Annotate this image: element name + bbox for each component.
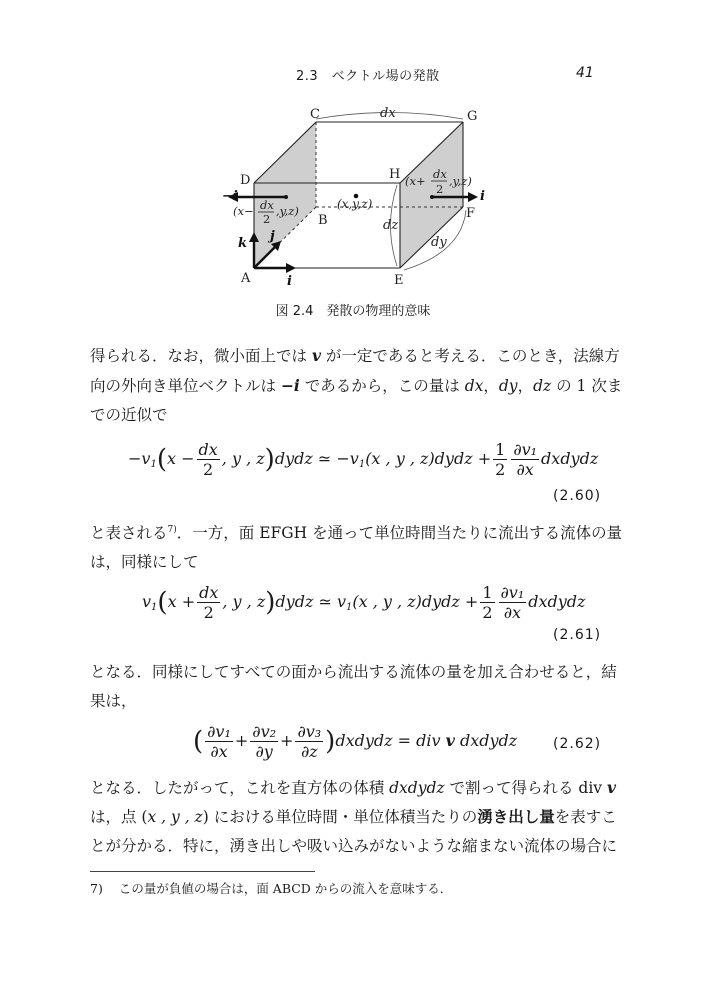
equation-number: (2.60) [553, 488, 602, 504]
footnote-text: この量が負値の場合は，面 ABCD からの流入を意味する． [118, 881, 453, 896]
fraction [499, 583, 527, 622]
text: 得られる．なお，微小面上では [90, 347, 312, 365]
left-point-den: 2 [263, 212, 271, 226]
eq-term: dydz ≃ −v [274, 449, 359, 468]
paren: ) [265, 587, 276, 618]
paren: ( [193, 726, 204, 757]
fraction [511, 440, 539, 479]
figure-caption: 図 2.4 発散の物理的意味 [275, 304, 431, 319]
eq-term: v [142, 592, 152, 611]
eq261-body [142, 583, 585, 622]
p1-line2 [90, 371, 630, 401]
paren: ( [157, 587, 168, 618]
numerator: 1 [482, 583, 493, 602]
eq-term: , y , z [222, 592, 266, 611]
denominator: 2 [203, 460, 214, 479]
p1-line3: での近似で [90, 406, 168, 424]
subscript: 1 [358, 459, 366, 470]
text: ．一方，面 EFGH を通って単位時間当たりに流出する流体の量 [176, 524, 623, 542]
denominator: ∂x [516, 460, 534, 479]
numerator: 1 [495, 440, 506, 459]
vertex-g: G [467, 109, 478, 124]
numerator: dx [199, 583, 219, 602]
vertex-h: H [389, 167, 401, 182]
p2-line1 [90, 516, 630, 548]
label-center-point: (x,y,z) [337, 197, 373, 211]
footnote [90, 879, 452, 897]
left-point-pre: (x− [233, 204, 254, 218]
p4-line3: とが分かる．特に，湧き出しや吸い込みがないような縮まない流体の場合に [90, 837, 618, 855]
right-point-post: ,y,z) [449, 174, 472, 188]
subscript: 1 [150, 459, 157, 470]
numerator: ∂v₃ [297, 722, 322, 741]
label-k: k [238, 236, 248, 251]
text: であるから，この量は [299, 377, 465, 395]
eq-term: dxdydz [528, 592, 586, 611]
section-title: 2.3 ベクトル場の発散 [296, 69, 440, 84]
eq-term: dydz ≃ v [275, 592, 346, 611]
label-i-axis: i [287, 274, 292, 289]
text: を表すこ [554, 808, 617, 826]
eq262-body [193, 722, 517, 761]
numerator: dx [198, 440, 218, 459]
eq-term: dxdydz [454, 731, 518, 750]
label-dz: dz [383, 218, 399, 233]
paren: ) [264, 444, 275, 475]
footnote-mark: 7) [90, 881, 103, 896]
text: と表される [90, 524, 168, 542]
right-point-pre: (x+ [405, 174, 426, 188]
denominator: ∂x [503, 603, 522, 622]
numerator: ∂v₁ [500, 583, 525, 602]
eq-term: (x , y , z)dydz + [352, 592, 479, 611]
arrowhead-i-axis [286, 263, 296, 273]
label-minus-i: −i [222, 189, 238, 204]
denominator: ∂x [210, 742, 228, 761]
vertex-f: F [466, 206, 476, 221]
p3-line2: 果は， [90, 692, 137, 710]
vertex-e: E [394, 273, 404, 288]
fraction [205, 722, 233, 761]
footnote-rule [90, 871, 315, 872]
vertex-c: C [310, 107, 320, 122]
paragraph-3 [90, 658, 630, 716]
numerator: ∂v₁ [513, 440, 538, 459]
eq-term: x + [167, 592, 196, 611]
equation-number: (2.61) [553, 627, 602, 643]
eq-term: −v [128, 449, 151, 468]
vector-v: v [445, 731, 455, 750]
vertex-a: A [241, 271, 251, 286]
vector-v: v [606, 778, 616, 797]
p2-line2: は，同様にして [90, 553, 199, 571]
text: となる．したがって，これを直方体の体積 [90, 779, 390, 797]
label-dy: dy [431, 235, 447, 250]
label-i-right: i [480, 189, 485, 204]
face-abcd [254, 122, 316, 268]
denominator: 2 [482, 603, 493, 622]
label-j: j [270, 229, 275, 244]
cube-figure [0, 0, 706, 300]
math: dy [498, 377, 518, 395]
math: x , y , z [147, 808, 203, 826]
denominator: ∂y [255, 742, 273, 761]
vector-minus-i: −i [280, 376, 300, 395]
fraction [295, 722, 323, 761]
text: の 1 次ま [551, 377, 623, 395]
plus: + [280, 731, 294, 750]
fraction [480, 583, 494, 622]
eq-term: , y , z [221, 449, 265, 468]
paragraph-2 [90, 516, 630, 577]
left-point-post: ,y,z) [276, 204, 299, 218]
vertex-d: D [240, 173, 251, 188]
p4-line1 [90, 773, 630, 803]
p1-line1 [90, 341, 630, 371]
plus: + [234, 731, 249, 750]
eq-term: dxdydz [541, 449, 599, 468]
text: ， [517, 377, 534, 395]
math: dxdydz [389, 779, 445, 797]
text: で割って得られる div [444, 779, 607, 797]
math: dz [533, 377, 552, 395]
eq-term: dxdydz = div [335, 731, 446, 750]
left-point-num: dx [260, 198, 274, 212]
subscript: 1 [151, 602, 158, 613]
emphasized-term: 湧き出し量 [477, 808, 555, 826]
fraction [493, 440, 507, 479]
fraction [197, 583, 220, 622]
vertex-b: B [318, 213, 328, 228]
denominator: 2 [203, 603, 214, 622]
denominator: 2 [495, 460, 506, 479]
text: 向の外向き単位ベクトルは [90, 377, 281, 395]
eq-term: (x , y , z)dydz + [365, 449, 492, 468]
fraction [250, 722, 278, 761]
numerator: ∂v₁ [207, 722, 231, 741]
arrowhead-i-right [468, 192, 478, 202]
label-dx: dx [380, 106, 396, 121]
text: が一定であると考える．このとき，法線方 [320, 347, 620, 365]
text: ) における単位時間・単位体積当たりの [202, 808, 478, 826]
numerator: ∂v₂ [252, 722, 277, 741]
text: ， [483, 377, 499, 395]
math: dx [464, 377, 484, 395]
footnote-reference[interactable]: 7) [167, 525, 177, 535]
right-point-num: dx [433, 167, 447, 181]
fraction [197, 440, 220, 479]
eq260-body [128, 440, 598, 479]
vector-v: v [311, 346, 321, 365]
paragraph-4 [90, 773, 630, 861]
paren: ) [325, 726, 336, 757]
page-number: 41 [576, 65, 594, 81]
eq-term: x − [166, 449, 195, 468]
text: は，点 ( [90, 808, 148, 826]
p3-line1: となる．同様にしてすべての面から流出する流体の量を加え合わせると，結 [90, 663, 617, 681]
paren: ( [156, 444, 167, 475]
denominator: ∂z [300, 742, 318, 761]
equation-number: (2.62) [553, 736, 602, 752]
p4-line2 [90, 803, 630, 832]
subscript: 1 [346, 602, 353, 613]
paragraph-1 [90, 341, 630, 430]
right-point-den: 2 [436, 182, 444, 196]
